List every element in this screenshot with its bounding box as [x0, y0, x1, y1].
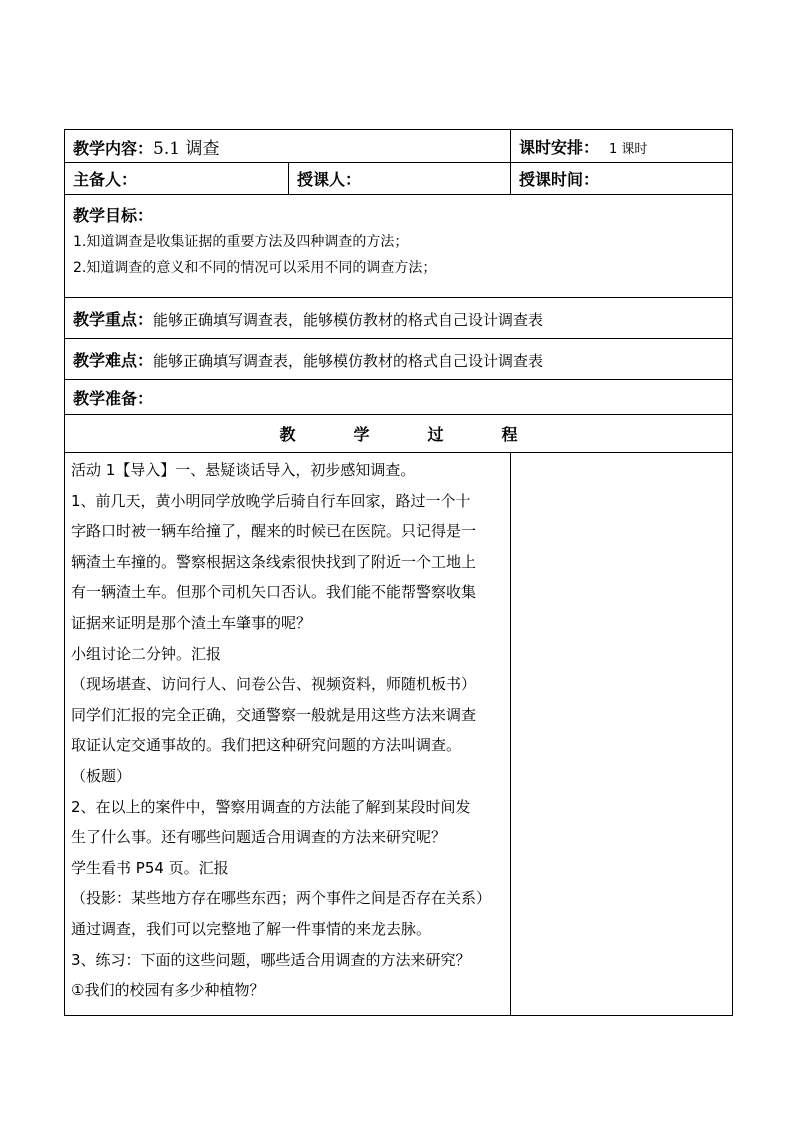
process-line: 小组讨论二分钟。汇报	[71, 644, 222, 663]
process-line: （板题）	[71, 766, 132, 785]
content-cell	[65, 130, 511, 163]
process-line: 辆渣土车撞的。警察根据这条线索很快找到了附近一个工地上	[71, 552, 477, 571]
staff-row	[65, 163, 733, 195]
goal-item: 2.知道调查的意义和不同的情况可以采用不同的调查方法；	[73, 260, 437, 276]
process-line: 字路口时被一辆车给撞了，醒来的时候已在医院。只记得是一	[71, 522, 477, 541]
process-title-char: 程	[501, 425, 518, 444]
key-point-row	[65, 298, 733, 339]
teacher-label: 授课人：	[297, 170, 362, 189]
difficulty-label: 教学难点：	[73, 350, 154, 370]
process-title-row	[65, 415, 733, 453]
preparation-row	[65, 380, 733, 415]
teacher-cell	[289, 163, 511, 195]
process-line: 3、练习：下面的这些问题，哪些适合用调查的方法来研究？	[71, 950, 471, 969]
process-line: 1、前几天，黄小明同学放晚学后骑自行车回家，路过一个十	[71, 491, 471, 510]
schedule-label: 课时安排：	[519, 137, 600, 157]
process-title-char: 过	[427, 425, 444, 444]
process-line: 同学们汇报的完全正确，交通警察一般就是用这些方法来调查	[71, 705, 477, 724]
process-line: 通过调查，我们可以完整地了解一件事情的来龙去脉。	[71, 919, 432, 938]
difficulty-cell	[65, 339, 733, 380]
process-line: ①我们的校园有多少种植物？	[71, 981, 265, 1000]
preparation-label: 教学准备：	[73, 388, 154, 408]
process-title-char: 学	[353, 425, 370, 444]
process-line: 生了什么事。还有哪些问题适合用调查的方法来研究呢？	[71, 828, 447, 847]
lesson-plan	[64, 129, 732, 1016]
goals-cell	[65, 195, 733, 298]
process-notes-cell	[511, 453, 733, 1016]
goals-label: 教学目标：	[73, 206, 154, 225]
process-body-row	[65, 453, 733, 1016]
process-line: 取证认定交通事故的。我们把这种研究问题的方法叫调查。	[71, 736, 462, 755]
preparation-cell	[65, 380, 733, 415]
time-cell	[511, 163, 733, 195]
schedule-cell	[511, 130, 733, 163]
process-line: 有一辆渣土车。但那个司机矢口否认。我们能不能帮警察收集	[71, 583, 477, 602]
process-line: 证据来证明是那个渣土车肇事的呢？	[71, 613, 312, 632]
process-content	[65, 453, 511, 1016]
process-title	[65, 415, 733, 453]
process-line: （现场堪查、访问行人、问卷公告、视频资料，师随机板书）	[71, 675, 477, 694]
difficulty-text: 能够正确填写调查表，能够模仿教材的格式自己设计调查表	[153, 351, 544, 370]
process-line: （投影：某些地方存在哪些东西；两个事件之间是否存在关系）	[71, 889, 492, 908]
content-value: 5.1 调查	[153, 138, 220, 159]
key-point-text: 能够正确填写调查表，能够模仿教材的格式自己设计调查表	[153, 310, 544, 329]
goals-row	[65, 195, 733, 298]
preparer-label: 主备人：	[73, 170, 138, 189]
lesson-plan-table	[64, 129, 733, 1016]
process-title-char: 教	[279, 425, 296, 444]
goal-item: 1.知道调查是收集证据的重要方法及四种调查的方法；	[73, 234, 409, 250]
difficulty-row	[65, 339, 733, 380]
time-label: 授课时间：	[519, 170, 600, 189]
header-row	[65, 130, 733, 163]
process-line: 2、在以上的案件中，警察用调查的方法能了解到某段时间发	[71, 797, 471, 816]
process-line: 活动 1【导入】一、悬疑谈话导入，初步感知调查。	[71, 461, 416, 479]
key-point-cell	[65, 298, 733, 339]
content-label: 教学内容：	[73, 138, 154, 158]
process-line: 学生看书 P54 页。汇报	[71, 858, 229, 877]
preparer-cell	[65, 163, 289, 195]
schedule-value: 1 课时	[609, 141, 648, 157]
key-point-label: 教学重点：	[73, 309, 154, 329]
